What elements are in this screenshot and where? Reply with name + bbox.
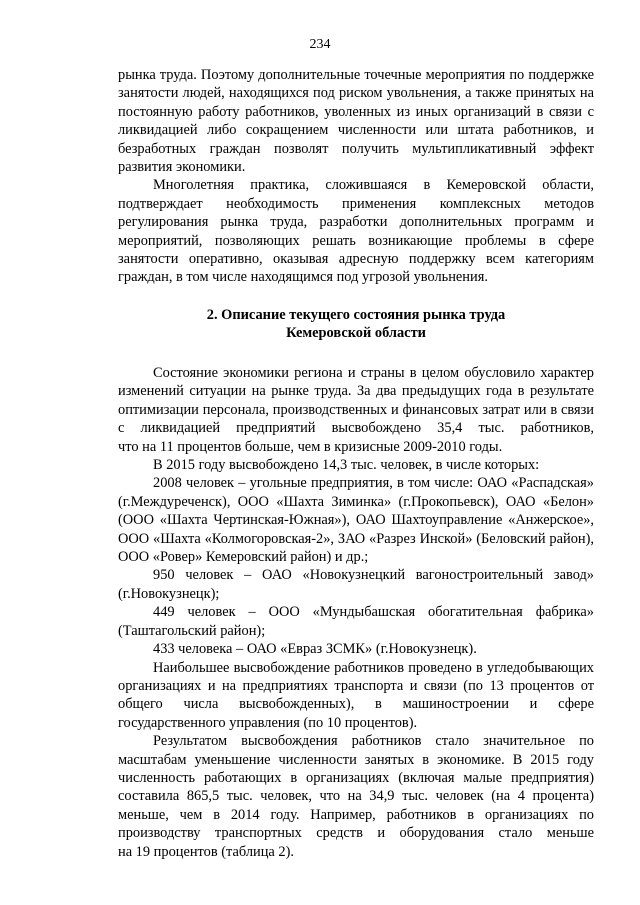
section-heading: [118, 306, 594, 343]
body-paragraph-2: [118, 456, 594, 474]
text-line: В 2015 году высвобождено 14,3 тыс. человек, в числе которых:: [153, 457, 540, 474]
text-line: 449 человек – ООО «Мундыбашская обогатительная фабрика»: [153, 604, 594, 621]
text-line: ООО «Шахта «Колмогоровская-2», ЗАО «Разрез Инской» (Беловский район),: [118, 530, 594, 547]
body-paragraph-6: [118, 640, 594, 658]
text-line: граждан, в том числе находящимся под угрозой увольнения.: [118, 269, 488, 286]
section-heading-line-1: 2. Описание текущего состояния рынка труда: [206, 307, 506, 323]
body-paragraph-5: [118, 603, 594, 640]
text-line: 433 человека – ОАО «Евраз ЗСМК» (г.Новокузнецк).: [153, 641, 477, 658]
body-paragraph-4: [118, 566, 594, 603]
text-line: что на 11 процентов больше, чем в кризисные 2009-2010 годы.: [118, 438, 503, 455]
text-line: (г.Новокузнецк);: [118, 585, 220, 602]
text-line: численность работающих в организациях (включая малые предприятия): [118, 769, 594, 786]
text-line: производству транспортных средств и оборудования стало меньше: [118, 825, 594, 842]
text-line: Многолетняя практика, сложившаяся в Кемеровской области,: [153, 177, 594, 194]
text-line: масштабам уменьшение численности занятых в экономике. В 2015 году: [118, 751, 594, 768]
body-paragraph-7: [118, 659, 594, 733]
text-line: Состояние экономики региона и страны в целом обусловило характер: [153, 365, 594, 381]
text-line: безработных граждан позволят получить мультипликативный эффект: [118, 140, 594, 157]
text-line: рынка труда. Поэтому дополнительные точечные мероприятия по поддержке: [118, 67, 594, 83]
intro-paragraph-2: [118, 176, 594, 286]
text-line: на 19 процентов (таблица 2).: [118, 843, 295, 860]
text-line: подтверждает необходимость применения комплексных методов: [118, 195, 594, 212]
text-line: оптимизации персонала, производственных и финансовых затрат или в связи: [118, 401, 594, 418]
text-line: (ООО «Шахта Чертинская-Южная»), ОАО Шахтоуправление «Анжерское»,: [118, 512, 594, 529]
text-line: меньше, чем в 2014 году. Например, работников в организациях по: [118, 806, 594, 823]
text-line: ООО «Ровер» Кемеровский район) и др.;: [118, 549, 369, 566]
text-line: (г.Междуреченск), ООО «Шахта Зиминка» (г.Прокопьевск), ОАО «Белон»: [118, 493, 594, 510]
text-line: мероприятий, позволяющих решать возникающие проблемы в сфере: [118, 232, 594, 249]
text-line: регулирования рынка труда, разработки дополнительных программ и: [118, 214, 594, 231]
text-line: постоянную работу работников, уволенных из иных организаций в связи с: [118, 103, 594, 120]
section-heading-line-2: Кемеровской области: [286, 325, 426, 342]
intro-text: [118, 66, 594, 287]
text-line: организациях и на предприятиях транспорта и связи (по 13 процентов от: [118, 677, 594, 694]
text-line: (Таштагольский район);: [118, 622, 266, 639]
text-line: развития экономики.: [118, 159, 246, 176]
text-line: составила 865,5 тыс. человек, что на 34,9 тыс. человек (на 4 процента): [118, 788, 594, 805]
text-line: государственного управления (по 10 процентов).: [118, 714, 418, 731]
body-paragraph-1: [118, 364, 594, 456]
intro-paragraph-1: [118, 66, 594, 176]
body-text: [118, 364, 594, 861]
text-line: 2008 человек – угольные предприятия, в том числе: ОАО «Распадская»: [153, 475, 594, 492]
text-line: общего числа высвобожденных), в машиностроении и сфере: [118, 696, 594, 713]
text-line: с ликвидацией предприятий высвобождено 35,4 тыс. работников,: [118, 420, 594, 437]
text-line: 950 человек – ОАО «Новокузнецкий вагоностроительный завод»: [153, 567, 594, 584]
body-paragraph-8: [118, 732, 594, 861]
text-line: занятости людей, находящихся под риском увольнения, а также принятых на: [118, 85, 594, 102]
text-line: изменений ситуации на рынке труда. За два предыдущих года в результате: [118, 383, 594, 400]
text-line: Результатом высвобождения работников стало значительное по: [153, 733, 594, 750]
body-paragraph-3: [118, 474, 594, 566]
text-line: ликвидацией либо сокращением численности или штата работников, и: [118, 122, 594, 139]
text-line: занятости оперативно, оказывая адресную поддержку всем категориям: [118, 251, 594, 268]
page-number: 234: [309, 37, 331, 52]
text-line: Наибольшее высвобождение работников проведено в угледобывающих: [153, 659, 594, 676]
